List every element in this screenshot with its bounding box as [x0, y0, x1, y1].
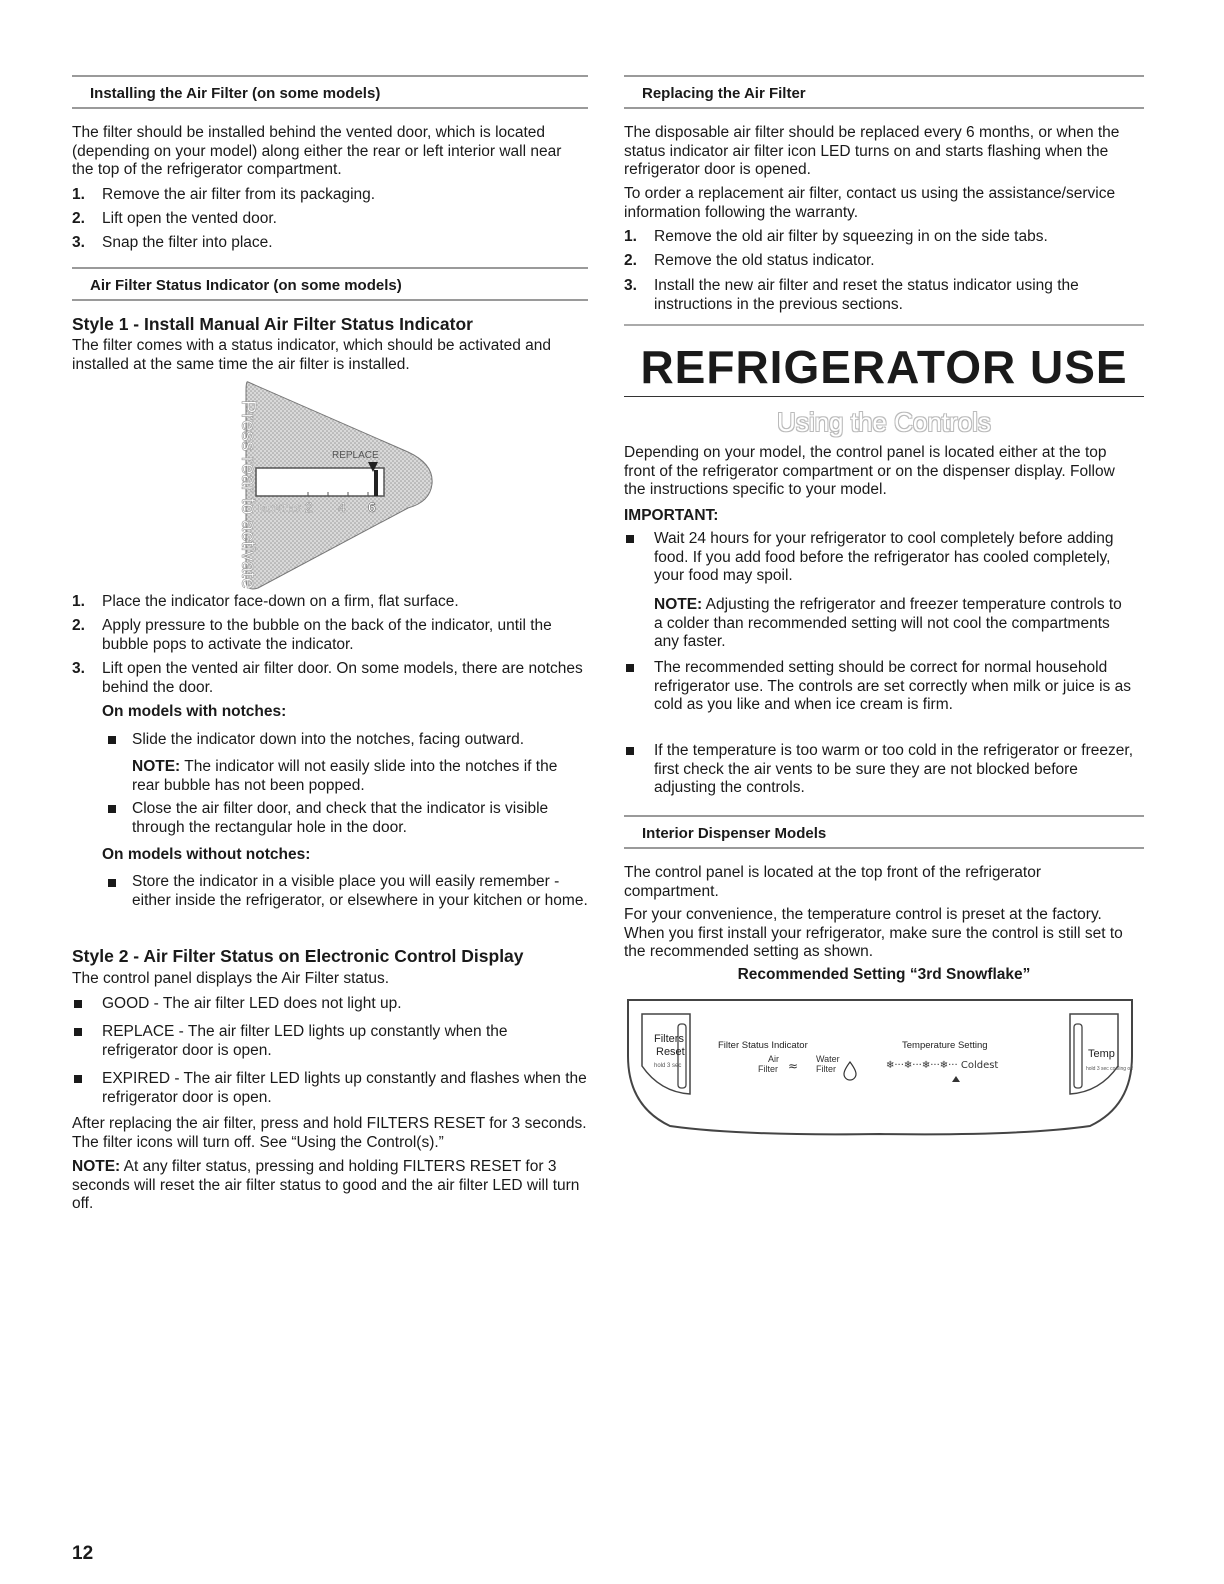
section-title: Interior Dispenser Models	[642, 825, 827, 842]
air-filter-label: Filter	[758, 1064, 778, 1074]
page-number: 12	[72, 1543, 94, 1564]
section-header-status	[72, 267, 588, 301]
paragraph: The control panel is located at the top front of the refrigerator compartment.	[624, 864, 1042, 900]
hold-label: hold 3 sec	[654, 1063, 682, 1069]
temp-hold-label: hold 3 sec cooling off	[1086, 1066, 1133, 1072]
status-indicator-illustration	[228, 380, 438, 592]
step-number: 1.	[72, 186, 85, 203]
style1-title: Style 1 - Install Manual Air Filter Status Indicator	[72, 314, 473, 334]
note-text: The indicator will not easily slide into the notches if the rear bubble has not been popped.	[132, 758, 558, 794]
step-number: 3.	[624, 277, 637, 294]
note-label: NOTE:	[654, 596, 703, 613]
reset-label: Reset	[656, 1046, 685, 1058]
recommended-title: Recommended Setting “3rd Snowflake”	[737, 966, 1031, 983]
without-notches-title: On models without notches:	[102, 846, 311, 863]
bullet	[74, 1028, 82, 1036]
page-title	[624, 340, 1144, 394]
bullet-text: REPLACE - The air filter LED lights up constantly when the refrigerator door is open.	[102, 1023, 508, 1059]
months-label: MONTHS	[258, 504, 302, 515]
section-title: Installing the Air Filter (on some models)	[90, 85, 381, 102]
bullet	[108, 805, 116, 813]
bullet-text: Wait 24 hours for your refrigerator to cool completely before adding food. If you add food before the refrigerator has cooled completely, your food may spoil.	[654, 530, 1114, 584]
paragraph: Depending on your model, the control panel is located either at the top front of the refrigerator compartment or on the dispenser display. Follow the instructions specific to your model.	[624, 444, 1115, 498]
section-header-interior	[624, 815, 1144, 849]
important-label: IMPORTANT:	[624, 507, 719, 524]
bullet-text: GOOD - The air filter LED does not light up.	[102, 995, 402, 1012]
paragraph: The filter should be installed behind the vented door, which is located (depending on your model) along either the rear or left interior wall near the top of the refrigerator compartment.	[72, 124, 562, 178]
note-text: Adjusting the refrigerator and freezer temperature controls to a colder than recommended setting will not cool the compartments any faster.	[654, 596, 1122, 650]
temp-label: Temp	[1088, 1048, 1115, 1060]
control-panel-illustration	[620, 996, 1140, 1138]
bullet	[626, 535, 634, 543]
note-paragraph	[654, 596, 1134, 652]
temp-setting-label: Temperature Setting	[902, 1040, 988, 1051]
water-filter-label: Filter	[816, 1064, 836, 1074]
section-title: Replacing the Air Filter	[642, 85, 806, 102]
bullet-text: The recommended setting should be correct for normal household refrigerator use. The controls are set correctly when milk or juice is as cold as you like and when ice cream is firm.	[654, 659, 1131, 713]
bullet-text: Close the air filter door, and check that the indicator is visible through the rectangular hole in the door.	[132, 800, 549, 836]
section-title: Air Filter Status Indicator (on some models)	[90, 277, 402, 294]
bullet	[108, 736, 116, 744]
step-number: 3.	[72, 660, 85, 677]
divider	[624, 396, 1144, 397]
filters-label: Filters	[654, 1033, 684, 1045]
note-text: At any filter status, pressing and holding FILTERS RESET for 3 seconds will reset the air filter status to good and the air filter LED will turn off.	[72, 1158, 580, 1212]
bullet	[626, 664, 634, 672]
note-paragraph	[72, 1158, 588, 1214]
bullet-text: EXPIRED - The air filter LED lights up constantly and flashes when the refrigerator door is open.	[102, 1070, 587, 1106]
step-text: Install the new air filter and reset the status indicator using the instructions in the previous sections.	[654, 277, 1079, 313]
step-number: 2.	[72, 617, 85, 634]
divider	[624, 324, 1144, 326]
step-number: 2.	[72, 210, 85, 227]
step-text: Place the indicator face-down on a firm, flat surface.	[102, 593, 459, 610]
water-label: Water	[816, 1054, 840, 1064]
step-number: 1.	[624, 228, 637, 245]
note-paragraph	[132, 758, 588, 795]
step-text: Remove the air filter from its packaging.	[102, 186, 376, 203]
bullet-text: Slide the indicator down into the notches, facing outward.	[132, 731, 525, 748]
paragraph: The disposable air filter should be replaced every 6 months, or when the status indicator air filter icon LED turns on and starts flashing when the refrigerator door is opened.	[624, 124, 1120, 178]
month-2: 2	[305, 499, 313, 515]
step-text: Lift open the vented air filter door. On some models, there are notches behind the door.	[102, 660, 583, 696]
month-4: 4	[338, 499, 346, 515]
paragraph: For your convenience, the temperature control is preset at the factory. When you first install your refrigerator, make sure the control is still set to the recommended setting as shown.	[624, 906, 1123, 960]
controls-title: Using the Controls	[777, 407, 991, 437]
paragraph: The control panel displays the Air Filter status.	[72, 970, 390, 987]
replace-label: REPLACE	[332, 450, 379, 461]
bullet	[74, 1075, 82, 1083]
note-label: NOTE:	[72, 1158, 121, 1175]
big-title: REFRIGERATOR USE	[640, 341, 1128, 393]
style2-title: Style 2 - Air Filter Status on Electronic Control Display	[72, 946, 524, 966]
section-header-replacing	[624, 75, 1144, 109]
bullet	[74, 1000, 82, 1008]
bullet-text: If the temperature is too warm or too cold in the refrigerator or freezer, first check the air vents to be sure they are not blocked before adjusting the controls.	[654, 742, 1133, 796]
with-notches-title: On models with notches:	[102, 703, 287, 720]
step-text: Lift open the vented door.	[102, 210, 277, 227]
filter-status-label: Filter Status Indicator	[718, 1040, 808, 1051]
step-number: 3.	[72, 234, 85, 251]
air-filter-icon: ≈	[788, 1059, 799, 1073]
air-label: Air	[768, 1054, 779, 1064]
bullet-text: Store the indicator in a visible place you will easily remember - either inside the refrigerator, or elsewhere in your kitchen or home.	[132, 873, 588, 909]
step-text: Snap the filter into place.	[102, 234, 273, 251]
bullet	[108, 879, 116, 887]
step-text: Remove the old status indicator.	[654, 252, 875, 269]
note-label: NOTE:	[132, 758, 181, 775]
paragraph: After replacing the air filter, press and hold FILTERS RESET for 3 seconds. The filter icons will turn off. See “Using the Control(s).”	[72, 1115, 587, 1151]
bullet	[626, 747, 634, 755]
paragraph: To order a replacement air filter, contact us using the assistance/service information following the warranty.	[624, 185, 1116, 221]
paragraph: The filter comes with a status indicator, which should be activated and installed at the same time the air filter is installed.	[72, 337, 552, 373]
month-6: 6	[368, 499, 376, 515]
step-number: 2.	[624, 252, 637, 269]
step-text: Remove the old air filter by squeezing in on the side tabs.	[654, 228, 1048, 245]
step-text: Apply pressure to the bubble on the back of the indicator, until the bubble pops to activate the indicator.	[102, 617, 552, 653]
snowflake-scale: ❄···❄···❄···❄··· Coldest	[886, 1060, 999, 1071]
press-rear-text: Press rear to activate	[237, 400, 259, 589]
step-number: 1.	[72, 593, 85, 610]
section-header-installing	[72, 75, 588, 109]
